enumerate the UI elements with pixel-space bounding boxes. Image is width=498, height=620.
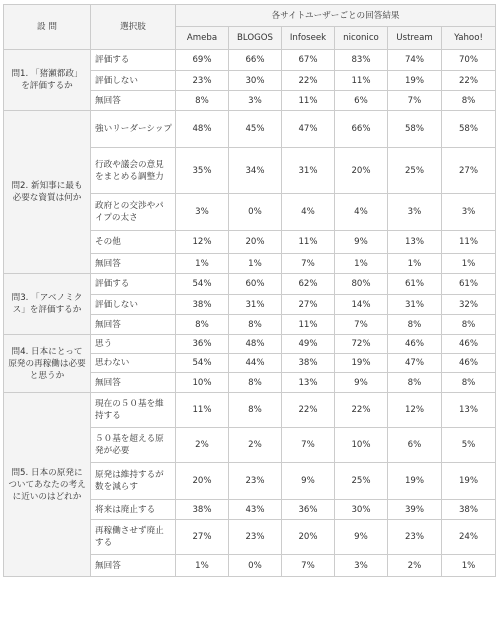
value-cell: 23%	[388, 520, 442, 555]
value-cell: 6%	[388, 428, 442, 463]
header-site: Yahoo!	[442, 27, 496, 50]
value-cell: 30%	[229, 71, 282, 91]
value-cell: 1%	[442, 254, 496, 274]
option-label: 無回答	[91, 373, 176, 393]
value-cell: 13%	[282, 373, 335, 393]
value-cell: 20%	[176, 463, 229, 500]
value-cell: 38%	[176, 295, 229, 315]
header-site: niconico	[335, 27, 388, 50]
value-cell: 34%	[229, 148, 282, 194]
value-cell: 3%	[176, 194, 229, 231]
value-cell: 38%	[176, 500, 229, 520]
value-cell: 36%	[176, 335, 229, 354]
option-label: ５０基を超える原発が必要	[91, 428, 176, 463]
option-label: 無回答	[91, 254, 176, 274]
value-cell: 20%	[335, 148, 388, 194]
value-cell: 47%	[388, 354, 442, 373]
value-cell: 6%	[335, 91, 388, 111]
value-cell: 1%	[176, 254, 229, 274]
value-cell: 31%	[282, 148, 335, 194]
value-cell: 49%	[282, 335, 335, 354]
value-cell: 27%	[442, 148, 496, 194]
value-cell: 3%	[229, 91, 282, 111]
option-label: 政府との交渉やパイプの太さ	[91, 194, 176, 231]
value-cell: 66%	[335, 111, 388, 148]
value-cell: 38%	[282, 354, 335, 373]
value-cell: 1%	[229, 254, 282, 274]
table-row	[4, 111, 496, 148]
option-label: 再稼働させず廃止する	[91, 520, 176, 555]
option-label: 無回答	[91, 315, 176, 335]
value-cell: 22%	[442, 71, 496, 91]
value-cell: 1%	[176, 555, 229, 577]
option-label: 思う	[91, 335, 176, 354]
value-cell: 1%	[442, 555, 496, 577]
value-cell: 22%	[282, 71, 335, 91]
option-label: 評価する	[91, 274, 176, 295]
value-cell: 11%	[176, 393, 229, 428]
table-body	[4, 50, 496, 577]
value-cell: 12%	[388, 393, 442, 428]
value-cell: 0%	[229, 194, 282, 231]
value-cell: 11%	[442, 231, 496, 254]
value-cell: 46%	[442, 335, 496, 354]
value-cell: 4%	[335, 194, 388, 231]
value-cell: 3%	[388, 194, 442, 231]
value-cell: 60%	[229, 274, 282, 295]
option-label: 原発は維持するが数を減らす	[91, 463, 176, 500]
value-cell: 70%	[442, 50, 496, 71]
value-cell: 74%	[388, 50, 442, 71]
header-site: Infoseek	[282, 27, 335, 50]
value-cell: 25%	[335, 463, 388, 500]
value-cell: 23%	[176, 71, 229, 91]
option-label: 将来は廃止する	[91, 500, 176, 520]
header-group: 各サイトユーザーごとの回答結果	[176, 5, 496, 27]
value-cell: 8%	[442, 91, 496, 111]
value-cell: 19%	[335, 354, 388, 373]
value-cell: 7%	[282, 555, 335, 577]
value-cell: 8%	[176, 91, 229, 111]
value-cell: 31%	[388, 295, 442, 315]
question-text: 問5. 日本の原発についてあなたの考えに近いのはどれか	[4, 393, 91, 577]
value-cell: 11%	[282, 315, 335, 335]
value-cell: 47%	[282, 111, 335, 148]
option-label: 無回答	[91, 555, 176, 577]
value-cell: 8%	[176, 315, 229, 335]
value-cell: 39%	[388, 500, 442, 520]
value-cell: 22%	[335, 393, 388, 428]
value-cell: 3%	[335, 555, 388, 577]
value-cell: 24%	[442, 520, 496, 555]
value-cell: 38%	[442, 500, 496, 520]
table-row	[4, 335, 496, 354]
value-cell: 61%	[442, 274, 496, 295]
value-cell: 9%	[335, 231, 388, 254]
value-cell: 36%	[282, 500, 335, 520]
value-cell: 11%	[282, 231, 335, 254]
value-cell: 11%	[335, 71, 388, 91]
value-cell: 32%	[442, 295, 496, 315]
header-option: 選択肢	[91, 5, 176, 50]
value-cell: 61%	[388, 274, 442, 295]
value-cell: 58%	[442, 111, 496, 148]
value-cell: 11%	[282, 91, 335, 111]
value-cell: 4%	[282, 194, 335, 231]
option-label: 評価しない	[91, 71, 176, 91]
value-cell: 54%	[176, 274, 229, 295]
option-label: 行政や議会の意見をまとめる調整力	[91, 148, 176, 194]
value-cell: 13%	[388, 231, 442, 254]
value-cell: 10%	[176, 373, 229, 393]
value-cell: 1%	[388, 254, 442, 274]
table-row	[4, 274, 496, 295]
value-cell: 9%	[282, 463, 335, 500]
value-cell: 9%	[335, 520, 388, 555]
value-cell: 7%	[282, 428, 335, 463]
option-label: 評価しない	[91, 295, 176, 315]
value-cell: 2%	[176, 428, 229, 463]
value-cell: 43%	[229, 500, 282, 520]
value-cell: 2%	[388, 555, 442, 577]
value-cell: 54%	[176, 354, 229, 373]
value-cell: 46%	[442, 354, 496, 373]
value-cell: 8%	[388, 315, 442, 335]
option-label: その他	[91, 231, 176, 254]
value-cell: 7%	[335, 315, 388, 335]
header-site: Ameba	[176, 27, 229, 50]
value-cell: 1%	[335, 254, 388, 274]
value-cell: 22%	[282, 393, 335, 428]
value-cell: 12%	[176, 231, 229, 254]
value-cell: 66%	[229, 50, 282, 71]
value-cell: 19%	[442, 463, 496, 500]
value-cell: 20%	[282, 520, 335, 555]
value-cell: 8%	[442, 373, 496, 393]
value-cell: 19%	[388, 463, 442, 500]
table-row	[4, 50, 496, 71]
value-cell: 7%	[282, 254, 335, 274]
question-text: 問1. 「猪瀬都政」を評価するか	[4, 50, 91, 111]
value-cell: 23%	[229, 463, 282, 500]
value-cell: 67%	[282, 50, 335, 71]
value-cell: 48%	[229, 335, 282, 354]
value-cell: 27%	[282, 295, 335, 315]
value-cell: 0%	[229, 555, 282, 577]
value-cell: 62%	[282, 274, 335, 295]
value-cell: 30%	[335, 500, 388, 520]
value-cell: 8%	[442, 315, 496, 335]
value-cell: 83%	[335, 50, 388, 71]
value-cell: 8%	[229, 373, 282, 393]
table-row	[4, 393, 496, 428]
value-cell: 44%	[229, 354, 282, 373]
value-cell: 80%	[335, 274, 388, 295]
question-text: 問3. 「アベノミクス」を評価するか	[4, 274, 91, 335]
value-cell: 14%	[335, 295, 388, 315]
value-cell: 2%	[229, 428, 282, 463]
header-site: Ustream	[388, 27, 442, 50]
option-label: 思わない	[91, 354, 176, 373]
value-cell: 23%	[229, 520, 282, 555]
option-label: 強いリーダーシップ	[91, 111, 176, 148]
header-question: 設 問	[4, 5, 91, 50]
value-cell: 48%	[176, 111, 229, 148]
option-label: 現在の５０基を維持する	[91, 393, 176, 428]
value-cell: 31%	[229, 295, 282, 315]
value-cell: 9%	[335, 373, 388, 393]
value-cell: 19%	[388, 71, 442, 91]
value-cell: 7%	[388, 91, 442, 111]
value-cell: 5%	[442, 428, 496, 463]
value-cell: 35%	[176, 148, 229, 194]
value-cell: 69%	[176, 50, 229, 71]
survey-table	[3, 4, 496, 577]
option-label: 無回答	[91, 91, 176, 111]
table-header	[4, 5, 496, 50]
value-cell: 27%	[176, 520, 229, 555]
value-cell: 72%	[335, 335, 388, 354]
value-cell: 45%	[229, 111, 282, 148]
value-cell: 20%	[229, 231, 282, 254]
question-text: 問4. 日本にとって原発の再稼働は必要と思うか	[4, 335, 91, 393]
header-site: BLOGOS	[229, 27, 282, 50]
value-cell: 25%	[388, 148, 442, 194]
option-label: 評価する	[91, 50, 176, 71]
value-cell: 58%	[388, 111, 442, 148]
value-cell: 46%	[388, 335, 442, 354]
value-cell: 8%	[229, 393, 282, 428]
value-cell: 10%	[335, 428, 388, 463]
value-cell: 3%	[442, 194, 496, 231]
value-cell: 13%	[442, 393, 496, 428]
question-text: 問2. 新知事に最も必要な資質は何か	[4, 111, 91, 274]
value-cell: 8%	[229, 315, 282, 335]
value-cell: 8%	[388, 373, 442, 393]
